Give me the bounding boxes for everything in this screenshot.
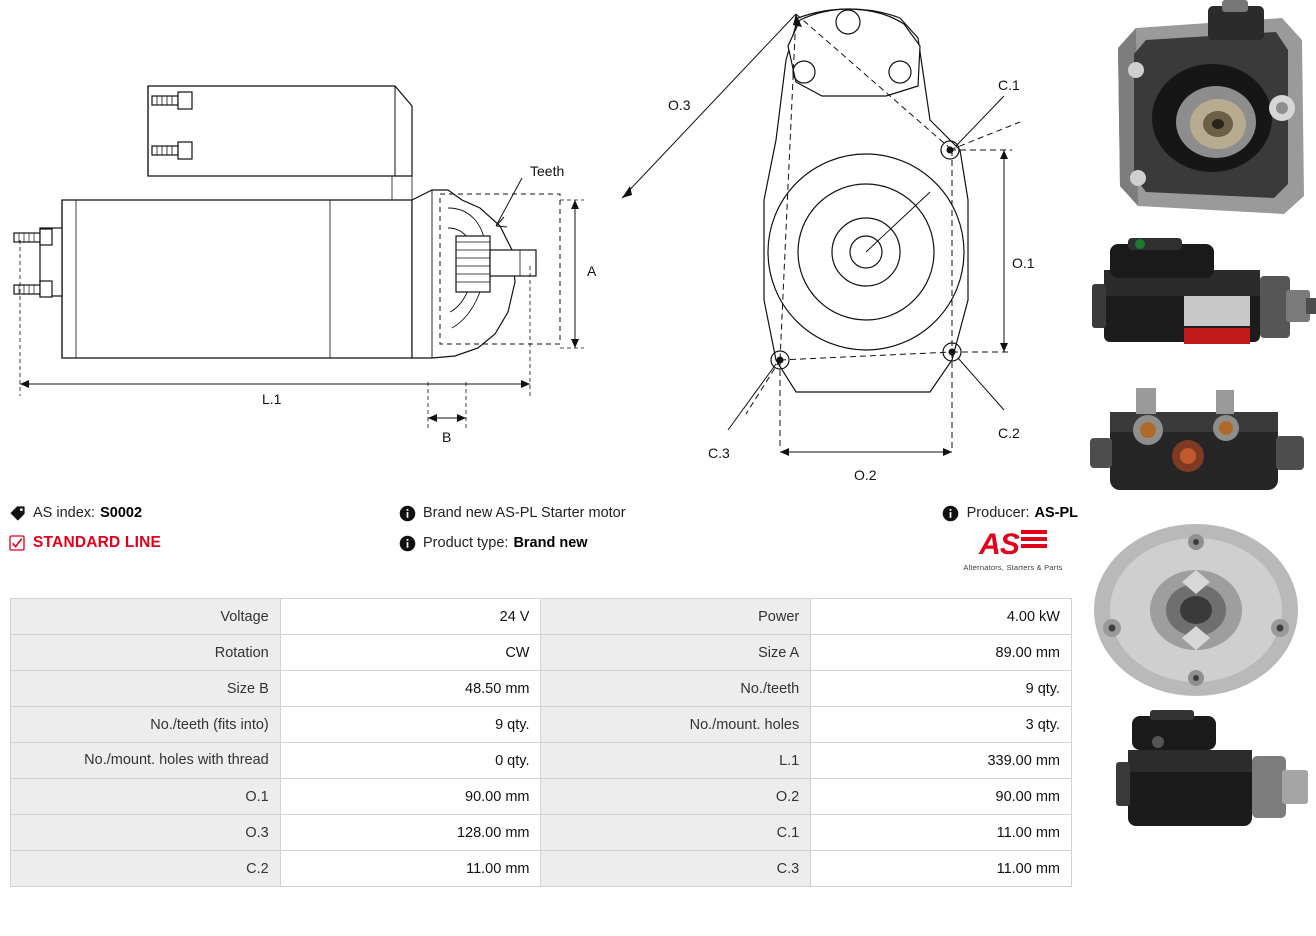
table-row — [11, 599, 1072, 635]
product-photo-side[interactable] — [1076, 232, 1316, 380]
spec-key: L.1 — [541, 743, 811, 779]
label-b: B — [442, 429, 452, 445]
spec-key: No./teeth (fits into) — [11, 707, 281, 743]
description-text: Brand new AS-PL Starter motor — [423, 505, 626, 521]
table-row — [11, 635, 1072, 671]
spec-value: 11.00 mm — [280, 851, 541, 887]
spec-value: 48.50 mm — [280, 671, 541, 707]
product-photo-column — [1076, 0, 1316, 936]
tag-icon — [8, 504, 26, 522]
producer-value: AS-PL — [1034, 505, 1078, 521]
product-photo-drive-end[interactable] — [1076, 0, 1316, 230]
label-c1: C.1 — [998, 77, 1020, 93]
specification-table-body — [11, 599, 1072, 887]
label-l1: L.1 — [262, 391, 282, 407]
table-row — [11, 671, 1072, 707]
spec-value: 11.00 mm — [811, 851, 1072, 887]
spec-key: No./mount. holes — [541, 707, 811, 743]
spec-key: O.2 — [541, 779, 811, 815]
logo-mark-text: AS — [979, 528, 1019, 561]
info-icon — [942, 504, 960, 522]
spec-value: 9 qty. — [811, 671, 1072, 707]
technical-drawings — [0, 0, 1075, 492]
spec-key: Size B — [11, 671, 281, 707]
spec-key: Power — [541, 599, 811, 635]
info-icon — [398, 534, 416, 552]
product-photo-solenoid[interactable] — [1076, 382, 1316, 518]
spec-value: 128.00 mm — [280, 815, 541, 851]
spec-key: O.1 — [11, 779, 281, 815]
specification-table — [10, 598, 1072, 887]
product-photo-flange-face[interactable] — [1076, 520, 1316, 700]
standard-line-badge — [8, 528, 378, 558]
as-index-label: AS index: — [33, 505, 96, 521]
producer-line — [942, 498, 1078, 528]
product-photo-assembly[interactable] — [1076, 702, 1316, 862]
spec-value: 90.00 mm — [811, 779, 1072, 815]
spec-key: No./teeth — [541, 671, 811, 707]
spec-key: Rotation — [11, 635, 281, 671]
standard-line-label: STANDARD LINE — [33, 534, 162, 551]
as-index-line — [8, 498, 378, 528]
info-column-description — [398, 498, 728, 558]
product-type-line — [398, 528, 728, 558]
info-column-index — [8, 498, 378, 558]
product-type-value: Brand new — [513, 535, 588, 551]
spec-value: 11.00 mm — [811, 815, 1072, 851]
product-type-label: Product type: — [423, 535, 509, 551]
table-row — [11, 851, 1072, 887]
label-o1: O.1 — [1012, 255, 1035, 271]
spec-value: 24 V — [280, 599, 541, 635]
spec-value: 0 qty. — [280, 743, 541, 779]
info-column-producer — [918, 498, 1078, 572]
label-a: A — [587, 263, 597, 279]
logo-bars — [1021, 530, 1047, 551]
producer-label: Producer: — [966, 505, 1030, 521]
spec-value: 4.00 kW — [811, 599, 1072, 635]
label-o3: O.3 — [668, 97, 691, 113]
spec-key: Size A — [541, 635, 811, 671]
table-row — [11, 779, 1072, 815]
as-pl-logo — [948, 530, 1078, 572]
logo-subtitle: Alternators, Starters & Parts — [963, 563, 1063, 572]
description-line — [398, 498, 728, 528]
table-row — [11, 743, 1072, 779]
info-icon — [398, 504, 416, 522]
product-info-row — [8, 498, 1076, 590]
spec-value: 89.00 mm — [811, 635, 1072, 671]
as-index-value: S0002 — [100, 505, 143, 521]
spec-key: O.3 — [11, 815, 281, 851]
label-c2: C.2 — [998, 425, 1020, 441]
label-c3: C.3 — [708, 445, 730, 461]
spec-key: C.1 — [541, 815, 811, 851]
spec-value: 90.00 mm — [280, 779, 541, 815]
starter-front-view-drawing — [600, 0, 1080, 492]
spec-key: No./mount. holes with thread — [11, 743, 281, 779]
spec-key: C.2 — [11, 851, 281, 887]
table-row — [11, 815, 1072, 851]
spec-key: Voltage — [11, 599, 281, 635]
label-teeth: Teeth — [530, 163, 565, 179]
spec-value: 339.00 mm — [811, 743, 1072, 779]
starter-side-view-drawing — [0, 0, 620, 492]
checkbox-icon — [8, 534, 26, 552]
spec-value: 9 qty. — [280, 707, 541, 743]
spec-value: CW — [280, 635, 541, 671]
table-row — [11, 707, 1072, 743]
spec-key: C.3 — [541, 851, 811, 887]
spec-value: 3 qty. — [811, 707, 1072, 743]
label-o2: O.2 — [854, 467, 877, 483]
